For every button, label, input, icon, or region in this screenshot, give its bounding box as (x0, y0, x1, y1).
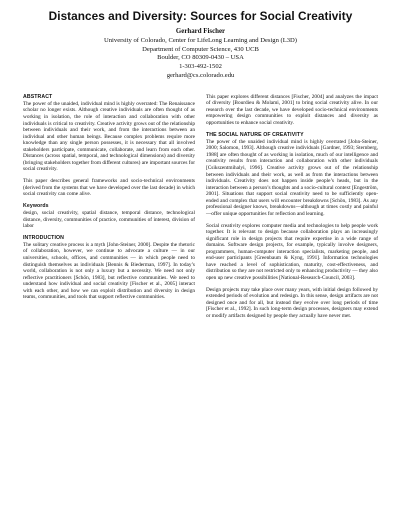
abstract-heading: ABSTRACT (23, 93, 53, 100)
right-paragraph-2: The power of the unaided individual mind is highly overrated [John-Steiner, 2000; Salomon, 1993]. Although creative individuals [Gardner, 1993; Sternberg, 1988] are often thought of as working in isolation, much of our intelligence and creativity results from interaction and collaboration with other individuals [Csikszentmihalyi, 1996]. Creative activity grows out of the relationship between individuals and their work, as well as from the interactions between individuals. Creativity does not happen inside people’s heads, but in the interaction between a person’s thoughts and a socio-cultural context [Engeström, 2001]. Situations that support social creativity need to be sufficiently open-ended and complex that users will encounter breakdowns [Schön, 1983]. As any professional designer knows, breakdowns—although at times costly and painful—offer unique opportunities for reflection and learning. (206, 138, 378, 217)
author-name: Gerhard Fischer (175, 28, 226, 35)
author-address: Boulder, CO 80309-0430 – USA (157, 54, 244, 62)
introduction-paragraph-1: The solitary creative process is a myth [John-Steiner, 2000]. Despite the rhetoric of collaboration, however, we continue to advocate a culture — in our universities, schools, offices, and communities — in which people need to distinguish themselves as individuals [Bennis & Biederman, 1997]. In today’s world, collaboration is not only a luxury but a necessity. We need not only reflective practitioners [Schön, 1983], but reflective communities. We need to understand how individual and social creativity [Fischer et al., 2005] interact with each other, and how we can exploit distribution and diversity in design teams, communities, and tools that support reflective communities. (23, 241, 195, 301)
author-phone: 1-303-492-1502 (179, 63, 222, 71)
author-affiliation: University of Colorado, Center for LifeLong Learning and Design (L3D) (104, 36, 297, 44)
right-column (206, 94, 378, 325)
introduction-heading: INTRODUCTION (23, 234, 64, 241)
left-column (23, 94, 195, 325)
right-paragraph-3: Social creativity explores computer media and technologies to help people work together. It is relevant to design because collaboration plays an increasingly significant role in design projects that require expertise in a wide range of domains. Software design projects, for example, typically involve designers, programmers, human-computer interaction specialists, marketing people, and end-user participants [Greenbaum & Kyng, 1991]. Information technologies have reached a level of sophistication, maturity, cost-effectiveness, and distribution so they are not restricted only to enhancing productivity — they also open up new creative possibilities [National-Research-Council, 2003]. (206, 222, 378, 281)
keywords-heading: Keywords (23, 202, 49, 209)
body-columns (23, 94, 378, 325)
paper-title: Distances and Diversity: Sources for Social Creativity (48, 9, 353, 23)
abstract-paragraph-2: This paper describes general frameworks and socio-technical environments (derived from the systems that we have developed over the last decade) in which social creativity can come alive. (23, 178, 195, 198)
author-block (23, 28, 378, 81)
abstract-paragraph-1: The power of the unaided, individual mind is highly overrated: The Renaissance scholar no longer exists. Although creative individuals are often thought of as working in isolation, the role of interaction and collaboration with other individuals is critical to creativity. Creative activity grows out of the relationship between individuals and their work, and from the interactions between an individual and other human beings. Because complex problems require more knowledge than any single person possesses, it is necessary that all involved stakeholders participate, communicate, collaborate, and learn from each other. Distances (across spatial, temporal, and technological dimensions) and diversity (bringing stakeholders together from different cultures) are important sources for social creativity. (23, 100, 195, 173)
right-paragraph-4: Design projects may take place over many years, with initial design followed by extended periods of evolution and redesign. In this sense, design artifacts are not designed once and for all, but instead they evolve over long periods of time [Fischer et al., 1992]. In such long-term design processes, designers may extend or modify artifacts designed by people they actually have never met. (206, 286, 378, 319)
author-email: gerhard@cs.colorado.edu (166, 71, 235, 79)
social-nature-heading: THE SOCIAL NATURE OF CREATIVITY (206, 131, 304, 138)
right-paragraph-1: This paper explores different distances [Fischer, 2004] and analyzes the impact of diversity [Bourdieu & Molami, 2001] to bring social creativity alive. In our research over the last decade, we have developed socio-technical environments empowering design communities to exploit distances and diversity as opportunities to enhance social creativity. (206, 93, 378, 126)
author-department: Department of Computer Science, 430 UCB (142, 45, 259, 53)
keywords-text: design, social creativity, spatial distance, temporal distance, technological distance, diversity, communities of practice, communities of interest, division of labor (23, 210, 195, 230)
